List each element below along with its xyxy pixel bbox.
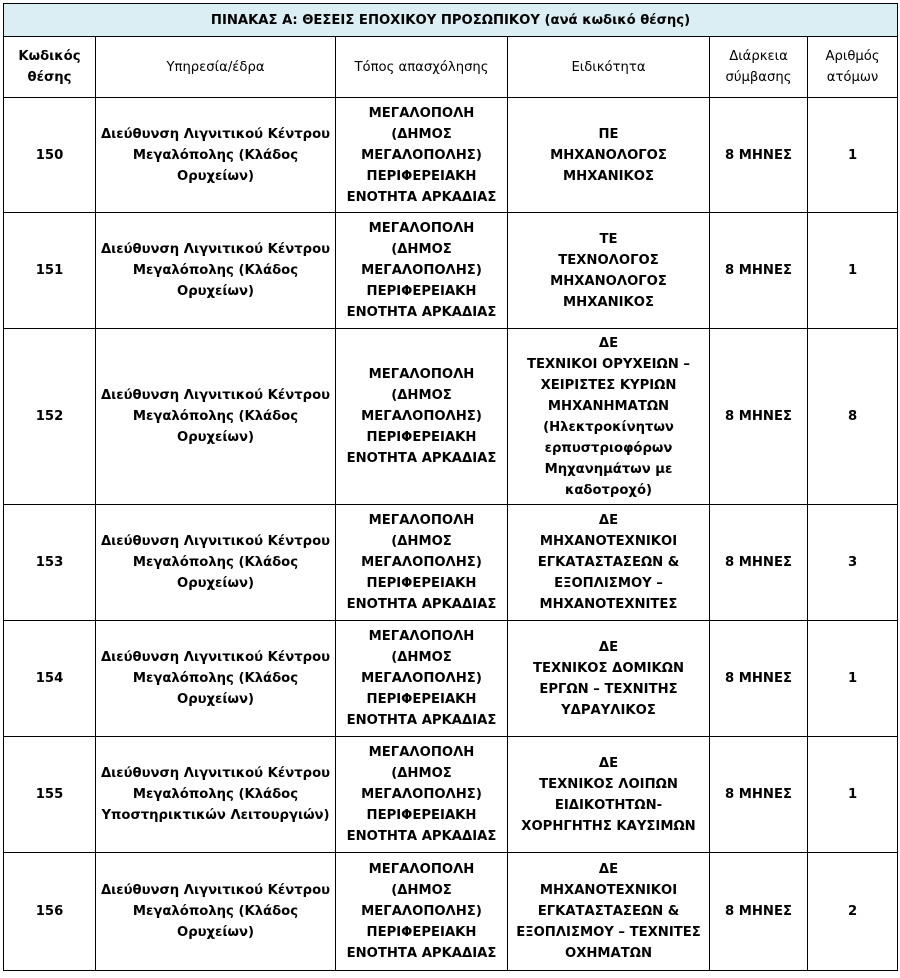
- cell-specialty-line: ΤΕ: [599, 231, 618, 247]
- cell-specialty-line: ερπυστριοφόρων: [544, 440, 673, 456]
- table-row: [4, 853, 898, 971]
- cell-duration: 8 ΜΗΝΕΣ: [710, 213, 808, 329]
- cell-specialty-line: ΧΕΙΡΙΣΤΕΣ ΚΥΡΙΩΝ: [540, 377, 677, 393]
- cell-specialty-line: ΕΓΚΑΤΑΣΤΑΣΕΩΝ &: [537, 904, 680, 919]
- cell-specialty-line: ΔΕ: [598, 755, 619, 771]
- cell-location-line: ΜΕΓΑΛΟΠΟΛΗΣ): [361, 904, 482, 919]
- table-body: [4, 98, 898, 971]
- cell-location-line: ΜΕΓΑΛΟΠΟΛΗ: [368, 513, 475, 528]
- cell-specialty-line: ΤΕΧΝΟΛΟΓΟΣ: [558, 252, 659, 268]
- cell-service-line: Διεύθυνση Λιγνιτικού Κέντρου: [100, 883, 331, 898]
- cell-location-line: (ΔΗΜΟΣ: [391, 242, 452, 257]
- cell-service-line: Διεύθυνση Λιγνιτικού Κέντρου: [100, 242, 331, 257]
- cell-duration: 8 ΜΗΝΕΣ: [710, 737, 808, 853]
- cell-code: 153: [4, 505, 96, 621]
- cell-location: [336, 853, 508, 971]
- cell-service: [96, 329, 336, 505]
- cell-location-line: ΠΕΡΙΦΕΡΕΙΑΚΗ: [366, 925, 477, 940]
- cell-location-line: ΠΕΡΙΦΕΡΕΙΑΚΗ: [366, 284, 477, 299]
- cell-location-line: ΜΕΓΑΛΟΠΟΛΗΣ): [361, 409, 482, 424]
- cell-location: [336, 98, 508, 213]
- cell-specialty-line: ΕΙΔΙΚΟΤΗΤΩΝ-: [554, 797, 663, 813]
- cell-specialty-line: ΠΕ: [598, 126, 619, 142]
- cell-specialty-line: ΕΡΓΩΝ – ΤΕΧΝΙΤΗΣ: [539, 681, 678, 697]
- cell-service-line: Υποστηρικτικών Λειτουργιών): [101, 808, 330, 823]
- cell-specialty-line: ΕΓΚΑΤΑΣΤΑΣΕΩΝ &: [537, 555, 680, 570]
- cell-specialty: [508, 737, 710, 853]
- cell-count: 8: [808, 329, 898, 505]
- cell-service: [96, 505, 336, 621]
- cell-specialty-line: ΤΕΧΝΙΚΟΣ ΛΟΙΠΩΝ: [539, 776, 678, 792]
- cell-code: 154: [4, 621, 96, 737]
- cell-location: [336, 505, 508, 621]
- cell-location-line: ΜΕΓΑΛΟΠΟΛΗ: [368, 367, 475, 382]
- cell-service-line: Διεύθυνση Λιγνιτικού Κέντρου: [100, 126, 331, 142]
- cell-specialty-line: ΕΞΟΠΛΙΣΜΟΥ –: [554, 576, 663, 591]
- cell-service-line: Ορυχείων): [176, 284, 254, 299]
- cell-specialty-line: ΜΗΧΑΝΙΚΟΣ: [563, 168, 654, 184]
- table-row: [4, 621, 898, 737]
- cell-service: [96, 853, 336, 971]
- cell-location-line: ΠΕΡΙΦΕΡΕΙΑΚΗ: [366, 168, 477, 184]
- cell-location-line: ΠΕΡΙΦΕΡΕΙΑΚΗ: [366, 430, 477, 445]
- header-row: [4, 37, 898, 98]
- cell-specialty: [508, 505, 710, 621]
- cell-duration: 8 ΜΗΝΕΣ: [710, 621, 808, 737]
- cell-service-line: Μεγαλόπολης (Κλάδος: [132, 787, 299, 802]
- cell-location-line: (ΔΗΜΟΣ: [391, 126, 452, 142]
- cell-specialty-line: (Ηλεκτροκίνητων: [543, 419, 674, 435]
- table-row: [4, 737, 898, 853]
- cell-specialty: [508, 213, 710, 329]
- header-code: Κωδικός θέσης: [4, 37, 96, 98]
- cell-code: 156: [4, 853, 96, 971]
- cell-specialty-line: ΜΗΧΑΝΟΤΕΧΝΙΚΟΙ: [539, 534, 678, 549]
- cell-specialty-line: ΜΗΧΑΝΟΤΕΧΝΙΚΟΙ: [539, 883, 678, 898]
- table-title: ΠΙΝΑΚΑΣ Α: ΘΕΣΕΙΣ ΕΠΟΧΙΚΟΥ ΠΡΟΣΩΠΙΚΟΥ (ανά κωδικό θέσης): [4, 4, 898, 37]
- cell-specialty: [508, 621, 710, 737]
- cell-service-line: Μεγαλόπολης (Κλάδος: [132, 904, 299, 919]
- cell-service-line: Ορυχείων): [176, 692, 254, 707]
- cell-count: 1: [808, 98, 898, 213]
- cell-service-line: Μεγαλόπολης (Κλάδος: [132, 409, 299, 424]
- table-row: [4, 505, 898, 621]
- cell-service-line: Ορυχείων): [176, 925, 254, 940]
- cell-location-line: ΕΝΟΤΗΤΑ ΑΡΚΑΔΙΑΣ: [346, 946, 497, 961]
- header-specialty: Ειδικότητα: [508, 37, 710, 98]
- cell-specialty: [508, 853, 710, 971]
- cell-specialty-line: ΜΗΧΑΝΗΜΑΤΩΝ: [547, 398, 670, 414]
- cell-specialty: [508, 329, 710, 505]
- cell-location-line: ΜΕΓΑΛΟΠΟΛΗ: [368, 221, 475, 236]
- cell-count: 1: [808, 621, 898, 737]
- cell-specialty-line: ΜΗΧΑΝΙΚΟΣ: [563, 294, 654, 310]
- header-location: Τόπος απασχόλησης: [336, 37, 508, 98]
- header-duration: Διάρκεια σύμβασης: [710, 37, 808, 98]
- cell-service-line: Διεύθυνση Λιγνιτικού Κέντρου: [100, 388, 331, 403]
- header-service: Υπηρεσία/έδρα: [96, 37, 336, 98]
- cell-duration: 8 ΜΗΝΕΣ: [710, 329, 808, 505]
- cell-specialty-line: ΔΕ: [598, 639, 619, 655]
- cell-location-line: (ΔΗΜΟΣ: [391, 766, 452, 781]
- cell-service-line: Μεγαλόπολης (Κλάδος: [132, 671, 299, 686]
- cell-specialty-line: ΤΕΧΝΙΚΟΣ ΔΟΜΙΚΩΝ: [532, 660, 685, 676]
- cell-specialty-line: καδοτροχό): [564, 482, 653, 498]
- cell-service: [96, 98, 336, 213]
- cell-specialty-line: ΧΟΡΗΓΗΤΗΣ ΚΑΥΣΙΜΩΝ: [521, 818, 696, 834]
- cell-service: [96, 213, 336, 329]
- cell-duration: 8 ΜΗΝΕΣ: [710, 505, 808, 621]
- cell-location-line: ΜΕΓΑΛΟΠΟΛΗΣ): [361, 671, 482, 686]
- cell-location-line: ΠΕΡΙΦΕΡΕΙΑΚΗ: [366, 692, 477, 707]
- header-count: Αριθμός ατόμων: [808, 37, 898, 98]
- cell-specialty-line: ΕΞΟΠΛΙΣΜΟΥ – ΤΕΧΝΙΤΕΣ: [516, 925, 701, 940]
- cell-specialty-line: ΜΗΧΑΝΟΛΟΓΟΣ: [550, 273, 667, 289]
- cell-location-line: ΕΝΟΤΗΤΑ ΑΡΚΑΔΙΑΣ: [346, 189, 497, 205]
- cell-service-line: Διεύθυνση Λιγνιτικού Κέντρου: [100, 766, 331, 781]
- cell-count: 1: [808, 737, 898, 853]
- cell-count: 2: [808, 853, 898, 971]
- cell-service-line: Ορυχείων): [176, 430, 254, 445]
- cell-location-line: ΜΕΓΑΛΟΠΟΛΗ: [368, 745, 475, 760]
- cell-service-line: Μεγαλόπολης (Κλάδος: [132, 555, 299, 570]
- cell-count: 1: [808, 213, 898, 329]
- table-row: [4, 329, 898, 505]
- cell-count: 3: [808, 505, 898, 621]
- table-row: [4, 213, 898, 329]
- cell-location-line: (ΔΗΜΟΣ: [391, 883, 452, 898]
- cell-specialty-line: Μηχανημάτων με: [544, 461, 673, 477]
- cell-location-line: (ΔΗΜΟΣ: [391, 534, 452, 549]
- cell-specialty-line: ΥΔΡΑΥΛΙΚΟΣ: [561, 702, 656, 718]
- cell-service-line: Ορυχείων): [176, 168, 254, 184]
- cell-specialty-line: ΟΧΗΜΑΤΩΝ: [565, 946, 652, 961]
- cell-specialty-line: ΤΕΧΝΙΚΟΙ ΟΡΥΧΕΙΩΝ –: [527, 356, 690, 372]
- cell-code: 150: [4, 98, 96, 213]
- cell-location-line: ΕΝΟΤΗΤΑ ΑΡΚΑΔΙΑΣ: [346, 451, 497, 466]
- cell-service-line: Μεγαλόπολης (Κλάδος: [132, 147, 299, 163]
- cell-location-line: ΜΕΓΑΛΟΠΟΛΗ: [368, 629, 475, 644]
- positions-table: [3, 3, 898, 971]
- cell-location-line: ΕΝΟΤΗΤΑ ΑΡΚΑΔΙΑΣ: [346, 597, 497, 612]
- cell-service-line: Ορυχείων): [176, 576, 254, 591]
- cell-code: 155: [4, 737, 96, 853]
- cell-code: 152: [4, 329, 96, 505]
- cell-specialty: [508, 98, 710, 213]
- cell-location: [336, 621, 508, 737]
- cell-specialty-line: ΔΕ: [598, 513, 619, 528]
- cell-duration: 8 ΜΗΝΕΣ: [710, 853, 808, 971]
- cell-location-line: ΜΕΓΑΛΟΠΟΛΗ: [368, 862, 475, 877]
- cell-location: [336, 329, 508, 505]
- cell-location-line: ΕΝΟΤΗΤΑ ΑΡΚΑΔΙΑΣ: [346, 829, 497, 844]
- cell-location: [336, 213, 508, 329]
- cell-specialty-line: ΔΕ: [598, 335, 619, 351]
- cell-service-line: Διεύθυνση Λιγνιτικού Κέντρου: [100, 650, 331, 665]
- cell-service-line: Διεύθυνση Λιγνιτικού Κέντρου: [100, 534, 331, 549]
- cell-location-line: ΕΝΟΤΗΤΑ ΑΡΚΑΔΙΑΣ: [346, 713, 497, 728]
- table-row: [4, 98, 898, 213]
- cell-service: [96, 621, 336, 737]
- cell-service-line: Μεγαλόπολης (Κλάδος: [132, 263, 299, 278]
- cell-location-line: (ΔΗΜΟΣ: [391, 650, 452, 665]
- cell-location-line: ΜΕΓΑΛΟΠΟΛΗΣ): [361, 263, 482, 278]
- cell-location-line: ΜΕΓΑΛΟΠΟΛΗΣ): [361, 555, 482, 570]
- cell-location-line: ΕΝΟΤΗΤΑ ΑΡΚΑΔΙΑΣ: [346, 305, 497, 320]
- cell-specialty-line: ΜΗΧΑΝΟΛΟΓΟΣ: [550, 147, 667, 163]
- cell-location-line: ΜΕΓΑΛΟΠΟΛΗΣ): [361, 147, 482, 163]
- cell-location-line: ΜΕΓΑΛΟΠΟΛΗ: [368, 105, 475, 121]
- cell-location-line: ΜΕΓΑΛΟΠΟΛΗΣ): [361, 787, 482, 802]
- cell-specialty-line: ΔΕ: [598, 862, 619, 877]
- cell-location-line: ΠΕΡΙΦΕΡΕΙΑΚΗ: [366, 808, 477, 823]
- cell-service: [96, 737, 336, 853]
- cell-location-line: ΠΕΡΙΦΕΡΕΙΑΚΗ: [366, 576, 477, 591]
- cell-code: 151: [4, 213, 96, 329]
- cell-specialty-line: ΜΗΧΑΝΟΤΕΧΝΙΤΕΣ: [539, 597, 678, 612]
- cell-duration: 8 ΜΗΝΕΣ: [710, 98, 808, 213]
- cell-location: [336, 737, 508, 853]
- cell-location-line: (ΔΗΜΟΣ: [391, 388, 452, 403]
